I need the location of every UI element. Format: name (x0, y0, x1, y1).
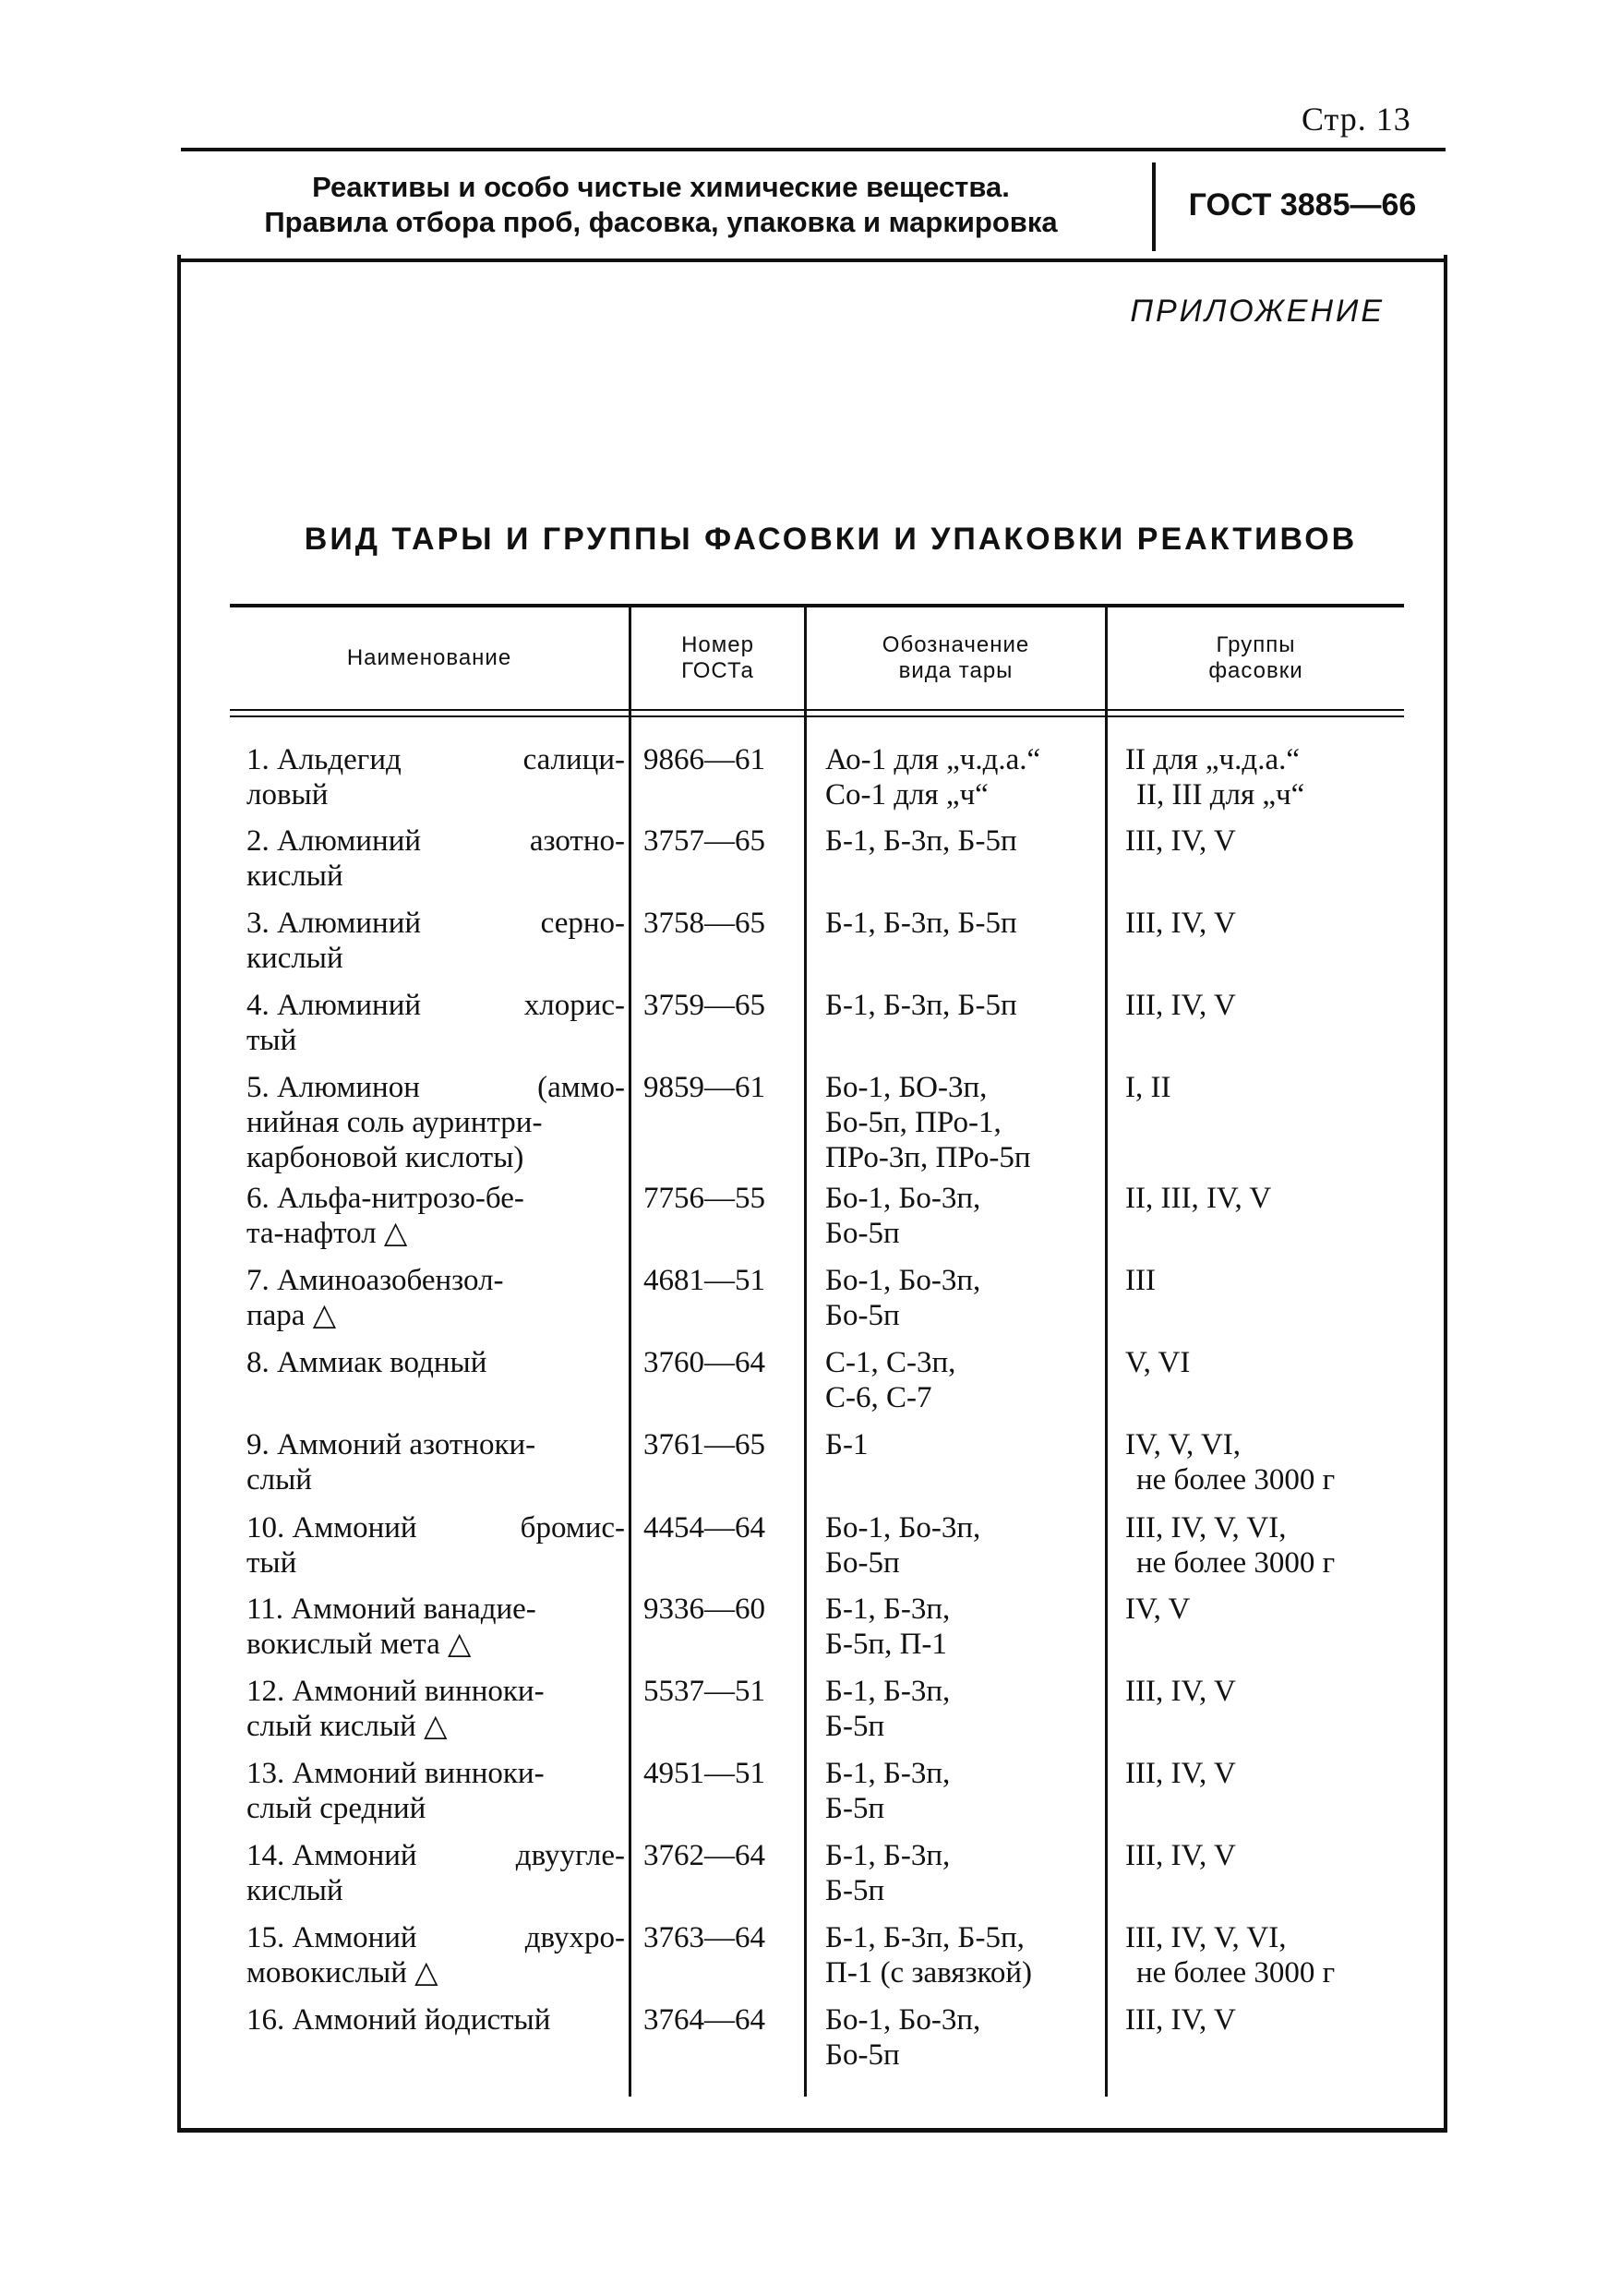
tara-line-1: Бо-1, Бо-3п, (825, 1264, 981, 1297)
frame-left-border (177, 255, 181, 2132)
tara-line-2: Б-5п, П-1 (825, 1628, 947, 1661)
name-part-a: 12. Аммоний винноки- (246, 1675, 545, 1708)
name-part-a: 3. Алюминий (246, 907, 422, 940)
cell-groups (1125, 1838, 1430, 1873)
groups-line-1: V, VI (1125, 1346, 1191, 1379)
name-line-2: та-нафтол △ (246, 1217, 408, 1250)
gost-value: 4681—51 (643, 1264, 765, 1297)
name-part-b: салици- (522, 743, 625, 776)
groups-line-1: III, IV, V (1125, 989, 1236, 1022)
name-line-2: пара △ (246, 1299, 337, 1332)
name-line-1 (246, 1674, 625, 1709)
tara-line-1: Б-1, Б-3п, (825, 1675, 951, 1708)
cell-groups (1125, 1181, 1430, 1216)
groups-line-1: IV, V (1125, 1593, 1191, 1626)
tara-line-1: Б-1 (825, 1428, 869, 1461)
tara-line-2: Бо-5п, ПРо-1, (825, 1106, 1002, 1139)
name-part-a: 8. Аммиак водный (246, 1346, 487, 1379)
document-header (181, 148, 1446, 262)
name-line-2: слый средний (246, 1792, 426, 1825)
column-header-tara-line-2: вида тары (898, 658, 1014, 683)
tara-line-1: Б-1, Б-3п, Б-5п (825, 824, 1017, 858)
name-part-a: 1. Альдегид (246, 743, 402, 776)
cell-groups (1125, 1427, 1430, 1497)
cell-groups (1125, 1070, 1430, 1105)
gost-value: 3760—64 (643, 1346, 765, 1379)
cell-groups (1125, 988, 1430, 1023)
groups-line-2: не более 3000 г (1136, 1546, 1336, 1580)
name-part-a: 15. Аммоний (246, 1921, 417, 1954)
name-part-b: двухро- (524, 1921, 625, 1954)
tara-line-1: Б-1, Б-3п, (825, 1839, 951, 1872)
header-divider (1152, 162, 1156, 251)
name-line-1 (246, 742, 625, 777)
tara-line-2: Бо-5п (825, 1299, 900, 1332)
cell-groups (1125, 906, 1430, 941)
name-part-a: 9. Аммоний азотноки- (246, 1428, 536, 1461)
tara-line-2: Бо-5п (825, 1546, 900, 1580)
name-line-1 (246, 1263, 625, 1298)
tara-line-1: С-1, С-3п, (825, 1346, 956, 1379)
groups-line-1: III, IV, V (1125, 1839, 1236, 1872)
groups-line-1: III, IV, V, VI, (1125, 1511, 1287, 1545)
gost-value: 5537—51 (643, 1675, 765, 1708)
gost-value: 3764—64 (643, 2003, 765, 2037)
tara-line-1: Б-1, Б-3п, Б-5п, (825, 1921, 1025, 1954)
name-part-a: 13. Аммоний винноки- (246, 1757, 545, 1790)
gost-value: 7756—55 (643, 1182, 765, 1215)
groups-line-2: не более 3000 г (1136, 1463, 1336, 1497)
tara-line-2: Со-1 для „ч“ (825, 778, 989, 811)
name-line-1 (246, 1070, 625, 1105)
tara-line-1: Бо-1, Бо-3п, (825, 2003, 981, 2037)
name-part-a: 2. Алюминий (246, 824, 422, 858)
tara-line-2: Б-5п (825, 1874, 885, 1907)
name-line-2: слый кислый △ (246, 1710, 448, 1743)
tara-line-1: Б-1, Б-3п, Б-5п (825, 907, 1017, 940)
gost-value: 3763—64 (643, 1921, 765, 1954)
cell-groups (1125, 1756, 1430, 1791)
name-part-a: 4. Алюминий (246, 989, 422, 1022)
name-line-1 (246, 1427, 625, 1462)
name-line-2: вокислый мета △ (246, 1628, 472, 1661)
gost-value: 3761—65 (643, 1428, 765, 1461)
name-line-2: слый (246, 1463, 312, 1497)
tara-line-2: П-1 (с завязкой) (825, 1956, 1033, 1989)
tara-line-2: Бо-5п (825, 2038, 900, 2072)
name-line-2: кислый (246, 859, 343, 893)
tara-line-2: Бо-5п (825, 1217, 900, 1250)
cell-groups (1125, 823, 1430, 859)
name-part-b: (аммо- (537, 1071, 625, 1104)
tara-line-2: Б-5п (825, 1710, 885, 1743)
column-header-name (230, 607, 629, 709)
name-part-b: азотно- (529, 824, 625, 858)
appendix-label: ПРИЛОЖЕНИЕ (1130, 294, 1385, 329)
gost-value: 9866—61 (643, 743, 765, 776)
gost-value: 9336—60 (643, 1593, 765, 1626)
name-line-1 (246, 1345, 625, 1380)
groups-line-1: III, IV, V (1125, 907, 1236, 940)
cell-groups (1125, 1920, 1430, 1990)
table-title: ВИД ТАРЫ И ГРУППЫ ФАСОВКИ И УПАКОВКИ РЕАКТИВОВ (304, 522, 1358, 557)
name-part-a: 14. Аммоний (246, 1839, 417, 1872)
reagents-table (230, 604, 1404, 2097)
gost-value: 3759—65 (643, 989, 765, 1022)
name-part-b: двуугле- (515, 1839, 625, 1872)
document-title-line-2: Правила отбора проб, фасовка, упаковка и маркировка (264, 206, 1058, 238)
name-line-1 (246, 1592, 625, 1627)
name-part-a: 7. Аминоазобензол- (246, 1264, 504, 1297)
groups-line-2: II, III для „ч“ (1136, 778, 1305, 811)
document-title (181, 151, 1141, 258)
name-part-a: 11. Аммоний ванадие- (246, 1593, 536, 1626)
gost-value: 3757—65 (643, 824, 765, 858)
cell-groups (1125, 1510, 1430, 1581)
page-number: Стр. 13 (1302, 101, 1411, 138)
tara-line-1: Б-1, Б-3п, Б-5п (825, 989, 1017, 1022)
name-part-b: хлорис- (523, 989, 625, 1022)
name-line-1 (246, 1838, 625, 1873)
column-header-gost (631, 607, 804, 709)
cell-groups (1125, 2002, 1430, 2038)
groups-line-1: III, IV, V (1125, 2003, 1236, 2037)
name-line-1 (246, 1756, 625, 1791)
cell-groups (1125, 742, 1430, 812)
groups-line-1: III, IV, V (1125, 824, 1236, 858)
tara-line-1: Бо-1, Бо-3п, (825, 1511, 981, 1545)
document-title-line-1: Реактивы и особо чистые химические вещества. (312, 171, 1010, 203)
gost-value: 4951—51 (643, 1757, 765, 1790)
groups-line-2: не более 3000 г (1136, 1956, 1336, 1989)
column-header-name-label: Наименование (346, 645, 512, 670)
name-line-2: кислый (246, 942, 343, 975)
tara-line-2: С-6, С-7 (825, 1381, 932, 1414)
name-line-2: тый (246, 1024, 297, 1057)
table-header-rule (230, 709, 1404, 711)
column-header-groups-line-2: фасовки (1208, 658, 1303, 683)
gost-value: 4454—64 (643, 1511, 765, 1545)
column-header-gost-line-1: Номер (681, 632, 754, 657)
name-line-2: мовокислый △ (246, 1956, 438, 1989)
groups-line-1: III, IV, V (1125, 1757, 1236, 1790)
gost-value: 3758—65 (643, 907, 765, 940)
name-part-b: бромис- (520, 1511, 625, 1545)
groups-line-1: II для „ч.д.а.“ (1125, 743, 1300, 776)
column-header-tara (807, 607, 1105, 709)
gost-value: 3762—64 (643, 1839, 765, 1872)
tara-line-1: Б-1, Б-3п, (825, 1757, 951, 1790)
groups-line-1: III (1125, 1264, 1156, 1297)
name-line-1 (246, 906, 625, 941)
tara-line-1: Бо-1, БО-3п, (825, 1071, 988, 1104)
name-line-1 (246, 1181, 625, 1216)
groups-line-1: III, IV, V (1125, 1675, 1236, 1708)
groups-line-1: III, IV, V, VI, (1125, 1921, 1287, 1954)
groups-line-1: IV, V, VI, (1125, 1428, 1242, 1461)
name-line-2: нийная соль ауринтри- (246, 1106, 543, 1139)
frame-bottom-border (177, 2128, 1447, 2133)
name-line-2: ловый (246, 778, 329, 811)
cell-groups (1125, 1592, 1430, 1627)
name-part-a: 16. Аммоний йодистый (246, 2003, 551, 2037)
column-header-groups (1108, 607, 1404, 709)
column-header-groups-line-1: Группы (1216, 632, 1296, 657)
name-part-b: серно- (540, 907, 625, 940)
cell-groups (1125, 1674, 1430, 1709)
name-line-3: карбоновой кислоты) (246, 1141, 524, 1174)
name-line-1 (246, 823, 625, 859)
column-header-tara-line-1: Обозначение (882, 632, 1030, 657)
groups-line-1: I, II (1125, 1071, 1171, 1104)
name-part-a: 5. Алюминон (246, 1071, 420, 1104)
name-line-1 (246, 988, 625, 1023)
name-line-2: тый (246, 1546, 297, 1580)
tara-line-1: Ао-1 для „ч.д.а.“ (825, 743, 1041, 776)
name-part-a: 6. Альфа-нитрозо-бе- (246, 1182, 524, 1215)
tara-line-3: ПРо-3п, ПРо-5п (825, 1141, 1031, 1174)
cell-groups (1125, 1345, 1430, 1380)
name-line-1 (246, 1510, 625, 1545)
tara-line-1: Бо-1, Бо-3п, (825, 1182, 981, 1215)
name-line-1 (246, 2002, 625, 2038)
gost-number: ГОСТ 3885—66 (1188, 186, 1417, 222)
groups-line-1: II, III, IV, V (1125, 1182, 1272, 1215)
name-line-2: кислый (246, 1874, 343, 1907)
column-header-gost-line-2: ГОСТа (681, 658, 754, 683)
cell-groups (1125, 1263, 1430, 1298)
table-header-rule-double (230, 715, 1404, 717)
tara-line-1: Б-1, Б-3п, (825, 1593, 951, 1626)
tara-line-2: Б-5п (825, 1792, 885, 1825)
frame-right-border (1444, 255, 1447, 2132)
name-part-a: 10. Аммоний (246, 1511, 417, 1545)
gost-value: 9859—61 (643, 1071, 765, 1104)
name-line-1 (246, 1920, 625, 1955)
